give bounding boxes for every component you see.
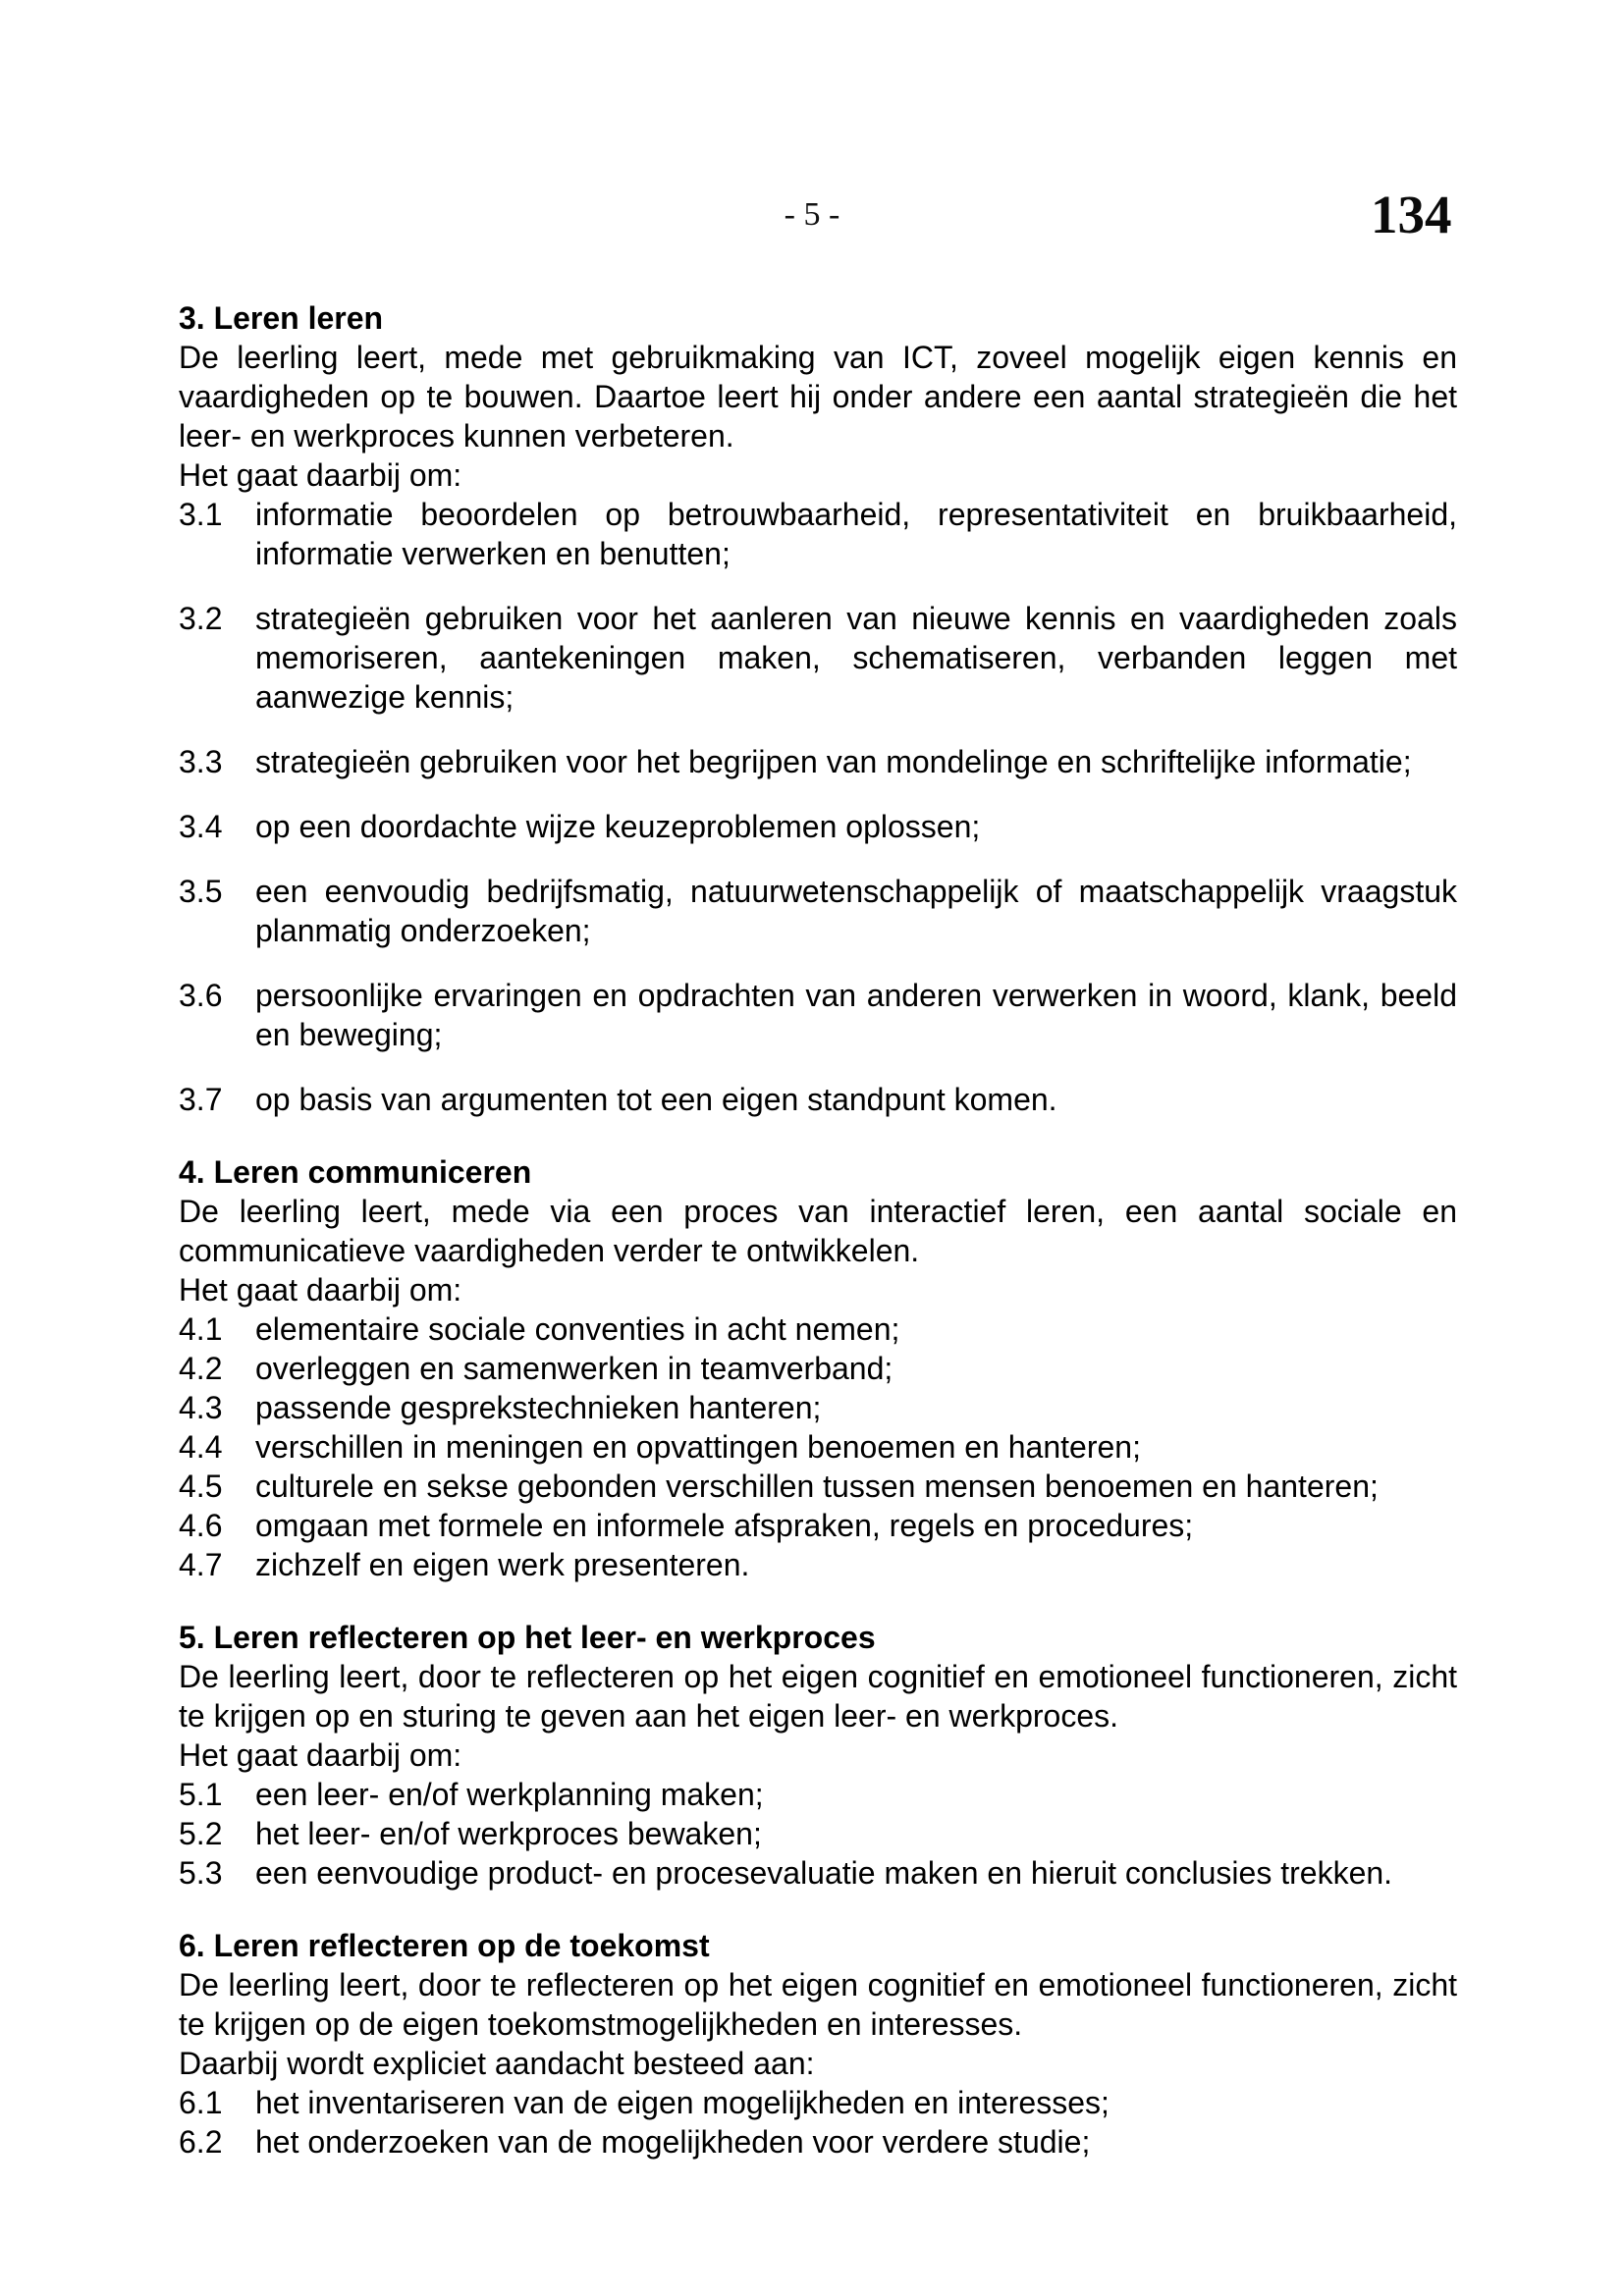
page-content: [179, 298, 1457, 2162]
item-text: informatie beoordelen op betrouwbaarheid, representativiteit en bruikbaarheid, informatie verwerken en benutten;: [255, 497, 1457, 571]
item-text: overleggen en samenwerken in teamverband;: [255, 1351, 893, 1386]
item-number: 6.2: [179, 2124, 223, 2160]
item-text: het leer- en/of werkproces bewaken;: [255, 1816, 762, 1851]
section-intro: De leerling leert, mede via een proces van interactief leren, een aantal sociale en communicatieve vaardigheden verder te ontwikkelen.: [179, 1194, 1457, 1268]
item-number: 3.7: [179, 1082, 223, 1117]
item-text: verschillen in meningen en opvattingen benoemen en hanteren;: [255, 1429, 1141, 1465]
item-text: culturele en sekse gebonden verschillen tussen mensen benoemen en hanteren;: [255, 1468, 1379, 1504]
item-number: 3.6: [179, 978, 223, 1013]
list-item: [179, 2083, 1457, 2122]
item-text: persoonlijke ervaringen en opdrachten van anderen verwerken in woord, klank, beeld en beweging;: [255, 978, 1457, 1052]
item-number: 3.1: [179, 497, 223, 532]
list-item: [179, 599, 1457, 717]
section-leren-communiceren: [179, 1152, 1457, 1584]
item-text: strategieën gebruiken voor het begrijpen van mondelinge en schriftelijke informatie;: [255, 744, 1412, 779]
list-item: [179, 807, 1457, 846]
list-item: [179, 1775, 1457, 1814]
item-number: 4.6: [179, 1508, 223, 1543]
folio-number: 134: [1371, 185, 1452, 244]
list-item: [179, 872, 1457, 950]
item-text: zichzelf en eigen werk presenteren.: [255, 1547, 750, 1582]
section-lead-in: Het gaat daarbij om:: [179, 457, 462, 493]
item-number: 3.3: [179, 744, 223, 779]
item-text: het onderzoeken van de mogelijkheden voor verdere studie;: [255, 2124, 1091, 2160]
list-item: [179, 1388, 1457, 1427]
list-item: [179, 1545, 1457, 1584]
item-number: 4.3: [179, 1390, 223, 1425]
item-list: [179, 1309, 1457, 1584]
item-text: een eenvoudig bedrijfsmatig, natuurwetenschappelijk of maatschappelijk vraagstuk planmatig onderzoeken;: [255, 874, 1457, 948]
list-item: [179, 1080, 1457, 1119]
section-leren-leren: [179, 298, 1457, 1119]
item-text: passende gesprekstechnieken hanteren;: [255, 1390, 822, 1425]
item-number: 4.5: [179, 1468, 223, 1504]
list-item: [179, 1467, 1457, 1506]
list-item: [179, 1853, 1457, 1893]
item-text: omgaan met formele en informele afspraken, regels en procedures;: [255, 1508, 1194, 1543]
page-number: - 5 -: [784, 196, 840, 233]
section-intro: De leerling leert, mede met gebruikmaking van ICT, zoveel mogelijk eigen kennis en vaardigheden op te bouwen. Daartoe leert hij onder andere een aantal strategieën die het leer- en werkproces kunnen verbeteren.: [179, 340, 1457, 454]
item-number: 4.7: [179, 1547, 223, 1582]
section-intro: De leerling leert, door te reflecteren op het eigen cognitief en emotioneel functioneren, zicht te krijgen op en sturing te geven aan het eigen leer- en werkproces.: [179, 1659, 1457, 1734]
item-number: 4.4: [179, 1429, 223, 1465]
section-heading: 3. Leren leren: [179, 300, 384, 336]
item-text: strategieën gebruiken voor het aanleren van nieuwe kennis en vaardigheden zoals memoriseren, aantekeningen maken, schematiseren, verbanden leggen met aanwezige kennis;: [255, 601, 1457, 715]
section-intro: De leerling leert, door te reflecteren op het eigen cognitief en emotioneel functioneren, zicht te krijgen op de eigen toekomstmogelijkheden en interesses.: [179, 1967, 1457, 2042]
item-number: 6.1: [179, 2085, 223, 2120]
list-item: [179, 2122, 1457, 2162]
section-lead-in: Het gaat daarbij om:: [179, 1737, 462, 1773]
item-text: op basis van argumenten tot een eigen standpunt komen.: [255, 1082, 1057, 1117]
section-leren-reflecteren-toekomst: [179, 1926, 1457, 2162]
item-number: 3.2: [179, 601, 223, 636]
item-number: 3.5: [179, 874, 223, 909]
section-lead-in: Het gaat daarbij om:: [179, 1272, 462, 1308]
item-number: 3.4: [179, 809, 223, 844]
item-text: elementaire sociale conventies in acht nemen;: [255, 1311, 900, 1347]
item-list: [179, 2083, 1457, 2162]
item-number: 4.1: [179, 1311, 223, 1347]
list-item: [179, 742, 1457, 781]
section-heading: 4. Leren communiceren: [179, 1154, 532, 1190]
section-leren-reflecteren-werkproces: [179, 1618, 1457, 1893]
section-heading: 6. Leren reflecteren op de toekomst: [179, 1928, 710, 1963]
item-list: [179, 495, 1457, 1119]
list-item: [179, 1309, 1457, 1349]
list-item: [179, 1814, 1457, 1853]
item-number: 4.2: [179, 1351, 223, 1386]
item-text: op een doordachte wijze keuzeproblemen oplossen;: [255, 809, 981, 844]
list-item: [179, 1427, 1457, 1467]
item-number: 5.3: [179, 1855, 223, 1891]
section-heading: 5. Leren reflecteren op het leer- en werkproces: [179, 1620, 876, 1655]
list-item: [179, 1349, 1457, 1388]
item-number: 5.1: [179, 1777, 223, 1812]
item-number: 5.2: [179, 1816, 223, 1851]
list-item: [179, 1506, 1457, 1545]
list-item: [179, 495, 1457, 573]
item-text: het inventariseren van de eigen mogelijkheden en interesses;: [255, 2085, 1110, 2120]
list-item: [179, 976, 1457, 1054]
item-text: een leer- en/of werkplanning maken;: [255, 1777, 764, 1812]
item-text: een eenvoudige product- en procesevaluatie maken en hieruit conclusies trekken.: [255, 1855, 1393, 1891]
section-lead-in: Daarbij wordt expliciet aandacht besteed aan:: [179, 2046, 815, 2081]
item-list: [179, 1775, 1457, 1893]
